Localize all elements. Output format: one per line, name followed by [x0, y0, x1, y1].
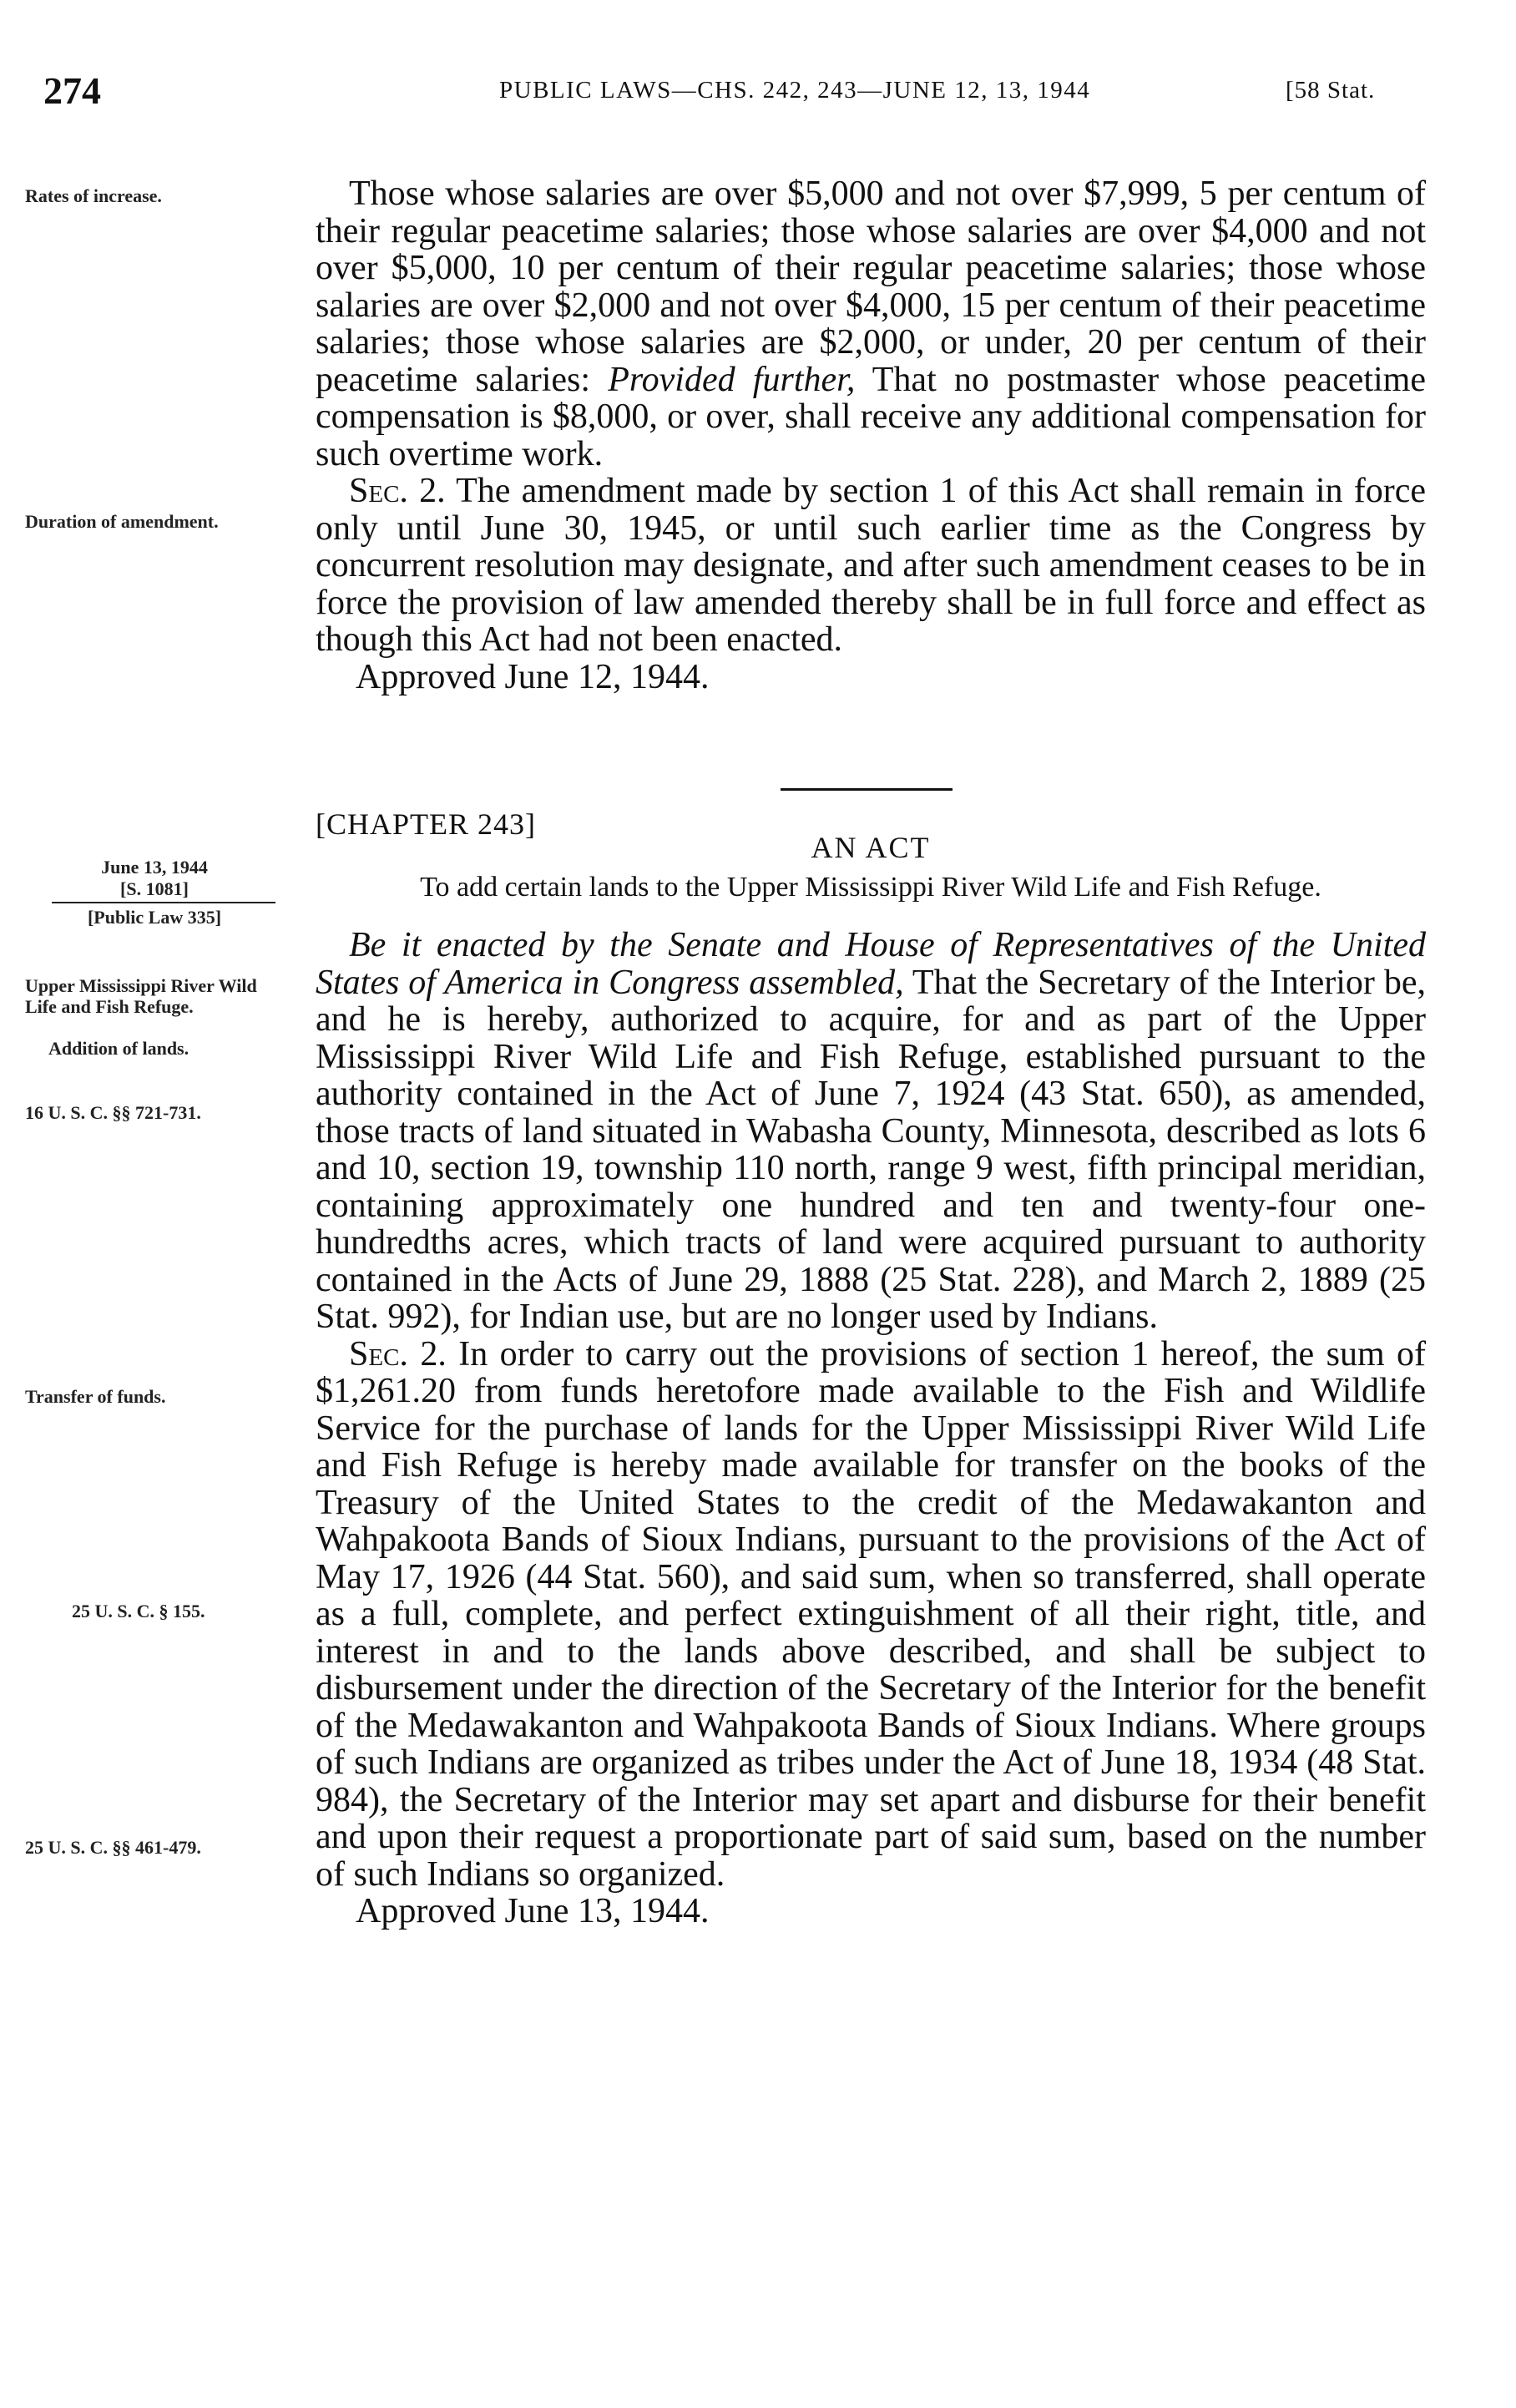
- section-label: Sec. 2.: [349, 1334, 447, 1373]
- chapter-242-text: [316, 175, 1426, 696]
- volume-reference: [58 Stat.: [1286, 77, 1376, 104]
- margin-note-transfer: Transfer of funds.: [25, 1386, 166, 1407]
- enacting-clause: Be it enacted by the Senate and House of Representatives of the United States of America in Congress assembled,: [316, 926, 1426, 1002]
- margin-note-public-law: [Public Law 335]: [87, 907, 222, 928]
- chapter-label: [CHAPTER 243]: [316, 807, 536, 841]
- act-title: AN ACT: [811, 831, 931, 864]
- margin-note-usc-16: 16 U. S. C. §§ 721-731.: [25, 1102, 201, 1123]
- margin-divider: [52, 902, 275, 903]
- margin-note-duration: Duration of amendment.: [25, 511, 219, 532]
- approval-line: Approved June 12, 1944.: [356, 657, 710, 696]
- act-purpose: To add certain lands to the Upper Mississippi River Wild Life and Fish Refuge.: [420, 872, 1321, 903]
- margin-note-addition: Addition of lands.: [48, 1038, 190, 1059]
- proviso-label: Provided further,: [608, 360, 856, 399]
- approval-line: Approved June 13, 1944.: [356, 1892, 710, 1930]
- section-2-paragraph: Sec. 2. The amendment made by section 1 of this Act shall remain in force only until June 30, 1945, or until such earlier time as the Congress by concurrent resolution may designate, and after such amendment ceases to be in force the provision of law amended thereby shall be in full force and effect as though this Act had not been enacted.: [316, 472, 1426, 659]
- margin-note-refuge: Upper Mississippi River Wild Life and Fish Refuge.: [25, 975, 257, 1017]
- margin-note-usc-25-461: 25 U. S. C. §§ 461-479.: [25, 1837, 201, 1858]
- section-label: Sec. 2.: [349, 472, 446, 510]
- margin-note-rates: Rates of increase.: [25, 185, 162, 206]
- section-1-paragraph: Be it enacted by the Senate and House of Representatives of the United States of America in Congress assembled, That the Secretary of the Interior be, and he is hereby, authorized to acquire, for and as part of the Upper Mississippi River Wild Life and Fish Refuge, established pursuant to the authority contained in the Act of June 7, 1924 (43 Stat. 650), as amended, those tracts of land situated in Wabasha County, Minnesota, described as lots 6 and 10, section 19, township 110 north, range 9 west, fifth principal meridian, containing approximately one hundred and ten and twenty-four one-hundredths acres, which tracts of land were acquired pursuant to authority contained in the Acts of June 29, 1888 (25 Stat. 228), and March 2, 1889 (25 Stat. 992), for Indian use, but are no longer used by Indians.: [316, 926, 1426, 1336]
- section-2-paragraph: Sec. 2. In order to carry out the provisions of section 1 hereof, the sum of $1,261.20 from funds heretofore made available to the Fish and Wildlife Service for the purchase of lands for the Upper Mississippi River Wild Life and Fish Refuge is hereby made available for transfer on the books of the Treasury of the United States to the credit of the Medawakanton and Wahpakoota Bands of Sioux Indians, pursuant to the provisions of the Act of May 17, 1926 (44 Stat. 560), and said sum, when so transferred, shall operate as a full, complete, and perfect extinguishment of all their right, title, and interest in and to the lands above described, and shall be subject to disbursement under the direction of the Secretary of the Interior for the benefit of the Medawakanton and Wahpakoota Bands of Sioux Indians. Where groups of such Indians are organized as tribes under the Act of June 18, 1934 (48 Stat. 984), the Secretary of the Interior may set apart and disburse for their benefit and upon their request a proportionate part of said sum, based on the number of such Indians so organized.: [316, 1334, 1426, 1894]
- chapter-243-heading: [316, 807, 1426, 907]
- page-header: [0, 68, 1516, 119]
- margin-note-date: June 13, 1944: [101, 857, 208, 878]
- chapter-divider-rule: [781, 788, 953, 791]
- running-head: PUBLIC LAWS—CHS. 242, 243—JUNE 12, 13, 1944: [499, 77, 1091, 104]
- rates-paragraph: Those whose salaries are over $5,000 and not over $7,999, 5 per centum of their regular peacetime salaries; those whose salaries are over $4,000 and not over $5,000, 10 per centum of their regular peacetime salaries; those whose salaries are over $2,000 and not over $4,000, 15 per centum of their peacetime salaries; those whose salaries are $2,000, or under, 20 per centum of their peacetime salaries: Provided further, That no postmaster whose peacetime compensation is $8,000, or over, shall receive any additional compensation for such overtime work.: [316, 175, 1426, 473]
- chapter-243-text: [316, 927, 1426, 1930]
- margin-note-bill: [S. 1081]: [120, 878, 189, 899]
- margin-note-usc-25-155: 25 U. S. C. § 155.: [72, 1601, 205, 1621]
- page-number: 274: [43, 69, 101, 112]
